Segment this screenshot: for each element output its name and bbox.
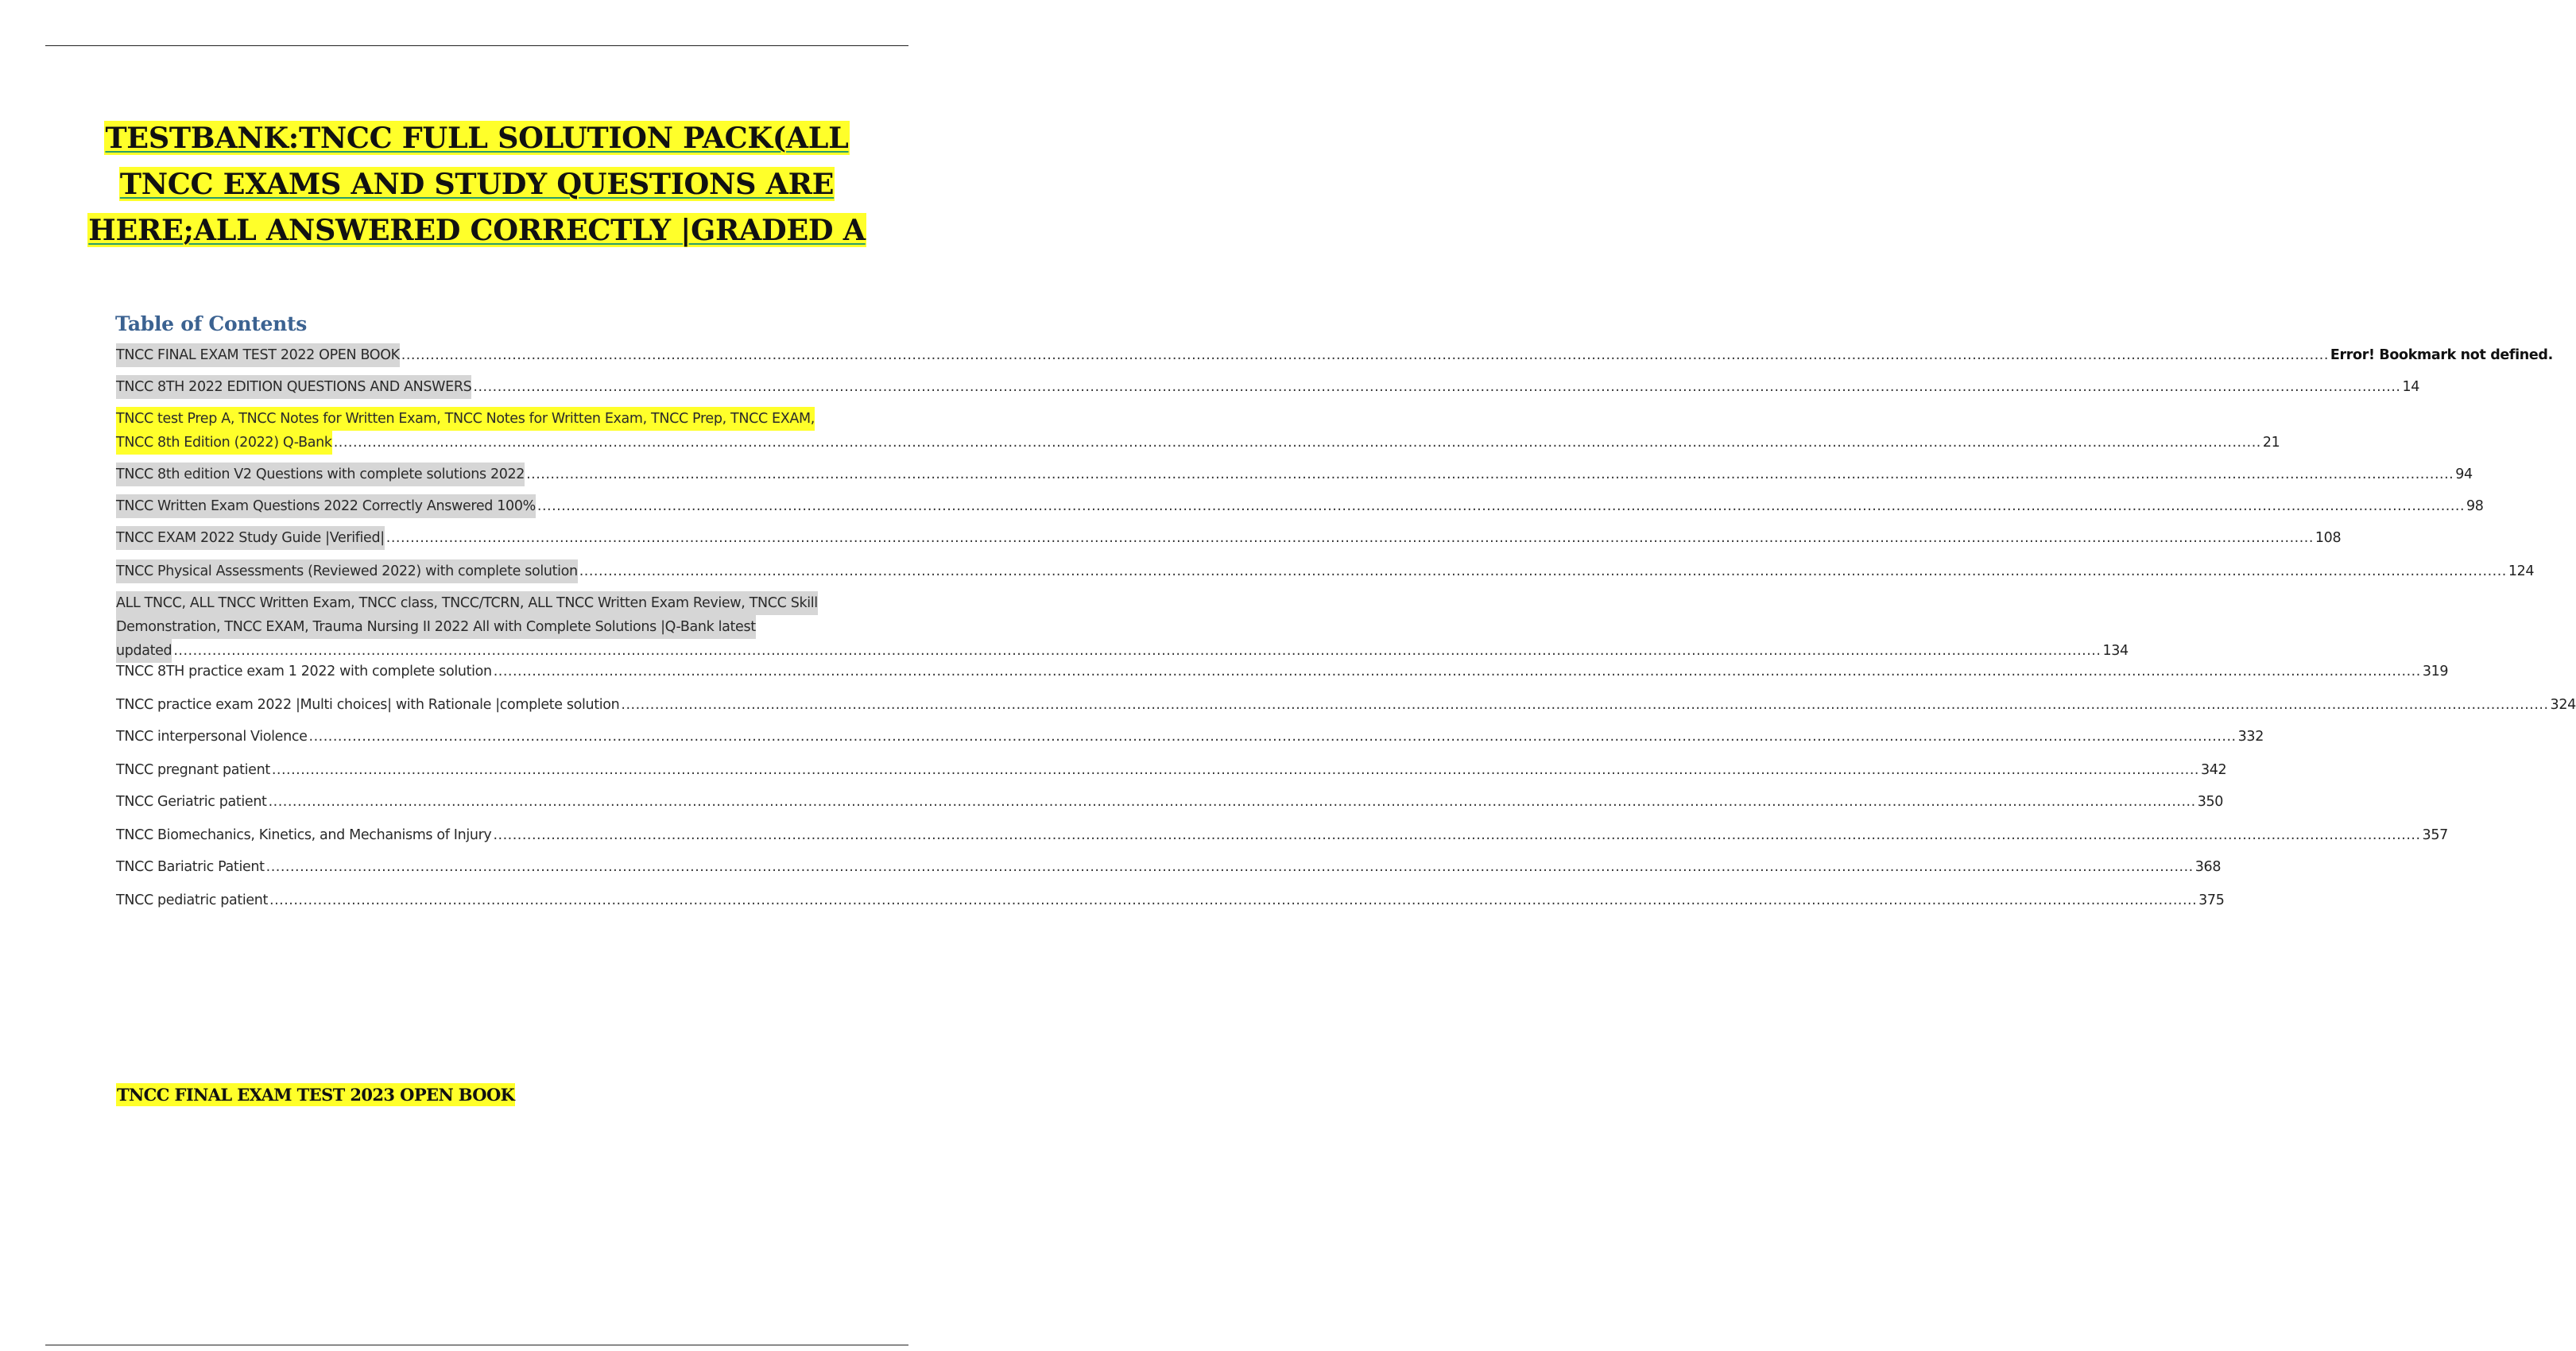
toc-entry-title: TNCC 8th edition V2 Questions with complete solutions 2022 (116, 463, 525, 486)
toc-page-number: 368 (2194, 859, 2222, 875)
toc-leader-dots: ................................................................................................................................................................................................................................................................................................................................................................................................................ (269, 892, 2198, 908)
toc-leader-dots: ................................................................................................................................................................................................................................................................................................................................................................................................................ (473, 379, 2401, 395)
toc-entry-title: TNCC Biomechanics, Kinetics, and Mechanisms of Injury (116, 827, 492, 843)
toc-page-number: 375 (2198, 892, 2225, 908)
toc-leader-dots: ................................................................................................................................................................................................................................................................................................................................................................................................................ (308, 729, 2237, 745)
toc-entry-title: TNCC 8TH 2022 EDITION QUESTIONS AND ANSWERS (116, 375, 471, 399)
toc-entry[interactable] (116, 823, 2448, 847)
toc-leader-dots: ................................................................................................................................................................................................................................................................................................................................................................................................................ (537, 498, 2466, 514)
toc-page-number: 14 (2402, 379, 2420, 395)
toc-entry-title: TNCC practice exam 2022 |Multi choices| with Rationale |complete solution (116, 697, 620, 713)
toc-leader-dots: ................................................................................................................................................................................................................................................................................................................................................................................................................ (268, 794, 2196, 810)
toc-page-number: 342 (2200, 762, 2227, 778)
toc-leader-dots: ................................................................................................................................................................................................................................................................................................................................................................................................................ (173, 643, 2101, 659)
toc-entry-title: Demonstration, TNCC EXAM, Trauma Nursing II 2022 All with Complete Solutions |Q-Bank latest (116, 615, 756, 639)
toc-entry[interactable] (116, 758, 2227, 782)
toc-page-number: 94 (2455, 466, 2473, 482)
toc-entry[interactable] (116, 407, 2280, 455)
toc-page-number: 134 (2102, 643, 2129, 659)
toc-page-number: 124 (2508, 563, 2535, 579)
toc-page-number: 350 (2197, 794, 2224, 810)
toc-entry[interactable] (116, 660, 2449, 683)
toc-leader-dots: ................................................................................................................................................................................................................................................................................................................................................................................................................ (621, 697, 2549, 713)
toc-page-number: 319 (2422, 664, 2449, 679)
title-line: TNCC EXAMS AND STUDY QUESTIONS ARE (119, 167, 835, 201)
top-rule (45, 45, 908, 46)
toc-entry-title: TNCC interpersonal Violence (116, 729, 308, 745)
toc-entry-title: TNCC Geriatric patient (116, 794, 267, 810)
toc-leader-dots: ................................................................................................................................................................................................................................................................................................................................................................................................................ (271, 762, 2199, 778)
toc-entry-title: TNCC pregnant patient (116, 762, 270, 778)
toc-entry[interactable] (116, 559, 2535, 583)
toc-entry-title: TNCC pediatric patient (116, 892, 269, 908)
toc-entry-title: updated (116, 639, 172, 663)
title-line: TESTBANK:TNCC FULL SOLUTION PACK(ALL (105, 121, 849, 155)
toc-leader-dots: ................................................................................................................................................................................................................................................................................................................................................................................................................ (333, 435, 2261, 451)
toc-leader-dots: ................................................................................................................................................................................................................................................................................................................................................................................................................ (526, 466, 2454, 482)
document-title (79, 115, 874, 254)
toc-entry[interactable] (116, 725, 2264, 749)
toc-page-number: 324 (2550, 697, 2576, 713)
toc-leader-dots: ................................................................................................................................................................................................................................................................................................................................................................................................................ (579, 563, 2507, 579)
toc-entry-title: TNCC EXAM 2022 Study Guide |Verified| (116, 526, 385, 550)
toc-entry[interactable] (116, 375, 2420, 399)
toc-leader-dots: ................................................................................................................................................................................................................................................................................................................................................................................................................ (493, 664, 2421, 679)
toc-entry[interactable] (116, 463, 2473, 486)
toc-page-number: 108 (2315, 530, 2342, 546)
toc-entry[interactable] (116, 526, 2342, 550)
toc-entry[interactable] (116, 888, 2225, 912)
section-heading: TNCC FINAL EXAM TEST 2023 OPEN BOOK (117, 1085, 515, 1105)
toc-entry-title: TNCC Written Exam Questions 2022 Correctly Answered 100% (116, 494, 536, 518)
toc-entry-title: ALL TNCC, ALL TNCC Written Exam, TNCC class, TNCC/TCRN, ALL TNCC Written Exam Review, TNCC Skill (116, 591, 818, 615)
toc-entry-title: TNCC 8th Edition (2022) Q-Bank (116, 431, 332, 455)
toc-entry[interactable] (116, 790, 2224, 814)
toc-page-number: 21 (2262, 435, 2280, 451)
toc-entry[interactable] (116, 591, 2129, 663)
toc-heading: Table of Contents (115, 312, 308, 335)
toc-entry-title: TNCC FINAL EXAM TEST 2022 OPEN BOOK (116, 343, 400, 367)
toc-entry[interactable] (116, 693, 2576, 717)
toc-page-number: 332 (2237, 729, 2264, 745)
toc-leader-dots: ................................................................................................................................................................................................................................................................................................................................................................................................................ (385, 530, 2314, 546)
toc-page-number: 357 (2422, 827, 2448, 843)
toc-page-number: 98 (2466, 498, 2484, 514)
toc-entry[interactable] (116, 855, 2222, 879)
toc-leader-dots: ................................................................................................................................................................................................................................................................................................................................................................................................................ (265, 859, 2194, 875)
toc-page-number: Error! Bookmark not defined. (2330, 347, 2553, 363)
toc-entry-title: TNCC 8TH practice exam 1 2022 with complete solution (116, 664, 492, 679)
toc-entry-title: TNCC Bariatric Patient (116, 859, 265, 875)
toc-entry-title: TNCC test Prep A, TNCC Notes for Written Exam, TNCC Notes for Written Exam, TNCC Prep, TNCC EXAM, (116, 407, 815, 431)
toc-entry[interactable] (116, 494, 2484, 518)
toc-entry-title: TNCC Physical Assessments (Reviewed 2022) with complete solution (116, 559, 578, 583)
title-line: HERE;ALL ANSWERED CORRECTLY |GRADED A (88, 213, 866, 247)
toc-leader-dots: ................................................................................................................................................................................................................................................................................................................................................................................................................ (493, 827, 2421, 843)
toc-entry[interactable] (116, 343, 2553, 367)
toc-leader-dots: ................................................................................................................................................................................................................................................................................................................................................................................................................ (401, 347, 2329, 363)
